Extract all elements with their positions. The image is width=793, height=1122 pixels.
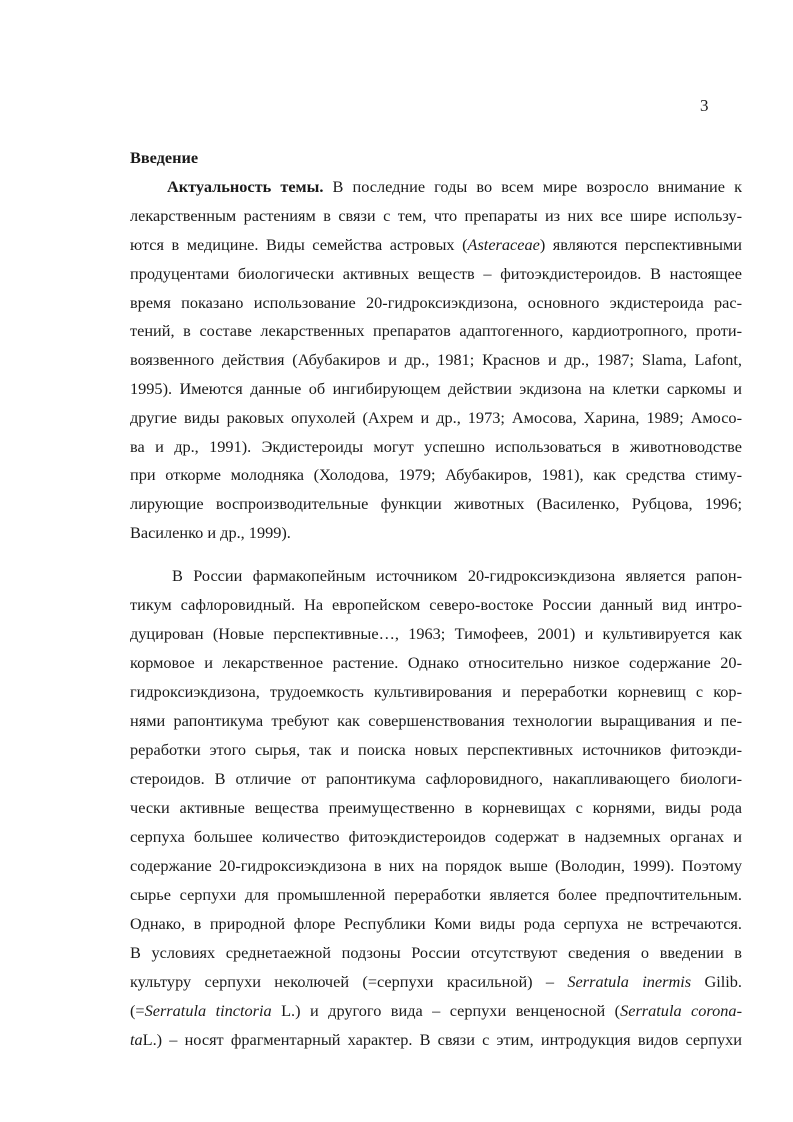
text-line: чески активные вещества преимущественно в корневищах с корнями, виды рода [130, 798, 742, 817]
text-line: сырье серпухи для промышленной переработки является более предпочтительным. [130, 885, 742, 904]
text-line: гидроксиэкдизона, трудоемкость культивирования и переработки корневищ с кор- [130, 682, 742, 701]
text-line: кормовое и лекарственное растение. Однако относительно низкое содержание 20- [130, 653, 742, 672]
text-line: Актуальность темы. В последние годы во всем мире возросло внимание к [167, 177, 742, 196]
text-line: реработки этого сырья, так и поиска новых перспективных источников фитоэкди- [130, 740, 742, 759]
text-line: продуцентами биологически активных веществ – фитоэкдистероидов. В настоящее [130, 264, 742, 283]
text-line: нями рапонтикума требуют как совершенствования технологии выращивания и пе- [130, 711, 742, 730]
text-line: тений, в составе лекарственных препаратов адаптогенного, кардиотропного, проти- [130, 321, 742, 340]
text-line: серпуха большее количество фитоэкдистероидов содержат в надземных органах и [130, 827, 742, 846]
text-line: время показано использование 20-гидроксиэкдизона, основного экдистероида рас- [130, 293, 742, 312]
text-line: Василенко и др., 1999). [130, 523, 291, 542]
text-line: В России фармакопейным источником 20-гидроксиэкдизона является рапон- [172, 566, 742, 585]
section-title: Введение [130, 148, 199, 167]
text-line: стероидов. В отличие от рапонтикума сафлоровидного, накапливающего биологи- [130, 769, 742, 788]
text-line: (=Serratula tinctoria L.) и другого вида – серпухи венценосной (Serratula corona- [130, 1001, 742, 1020]
text-line: ются в медицине. Виды семейства астровых (Asteraceae) являются перспективными [130, 235, 742, 254]
text-line: В условиях среднетаежной подзоны России отсутствуют сведения о введении в [130, 943, 742, 962]
text-line: ва и др., 1991). Экдистероиды могут успешно использоваться в животноводстве [130, 437, 742, 456]
text-line: 1995). Имеются данные об ингибирующем действии экдизона на клетки саркомы и [130, 379, 742, 398]
page-number: 3 [700, 96, 709, 115]
text-line: тикум сафлоровидный. На европейском северо-востоке России данный вид интро- [130, 595, 742, 614]
lead-bold: Актуальность темы. [167, 177, 324, 196]
text-line: другие виды раковых опухолей (Ахрем и др., 1973; Амосова, Харина, 1989; Амосо- [130, 408, 742, 427]
text-line: культуру серпухи неколючей (=серпухи красильной) – Serratula inermis Gilib. [130, 972, 742, 991]
text-line: содержание 20-гидроксиэкдизона в них на порядок выше (Володин, 1999). Поэтому [130, 856, 742, 875]
text-line: лекарственным растениям в связи с тем, что препараты из них все шире использу- [130, 206, 742, 225]
text-line: дуцирован (Новые перспективные…, 1963; Тимофеев, 2001) и культивируется как [130, 624, 742, 643]
text-line: воязвенного действия (Абубакиров и др., 1981; Краснов и др., 1987; Slama, Lafont, [130, 350, 742, 369]
text-line: taL.) – носят фрагментарный характер. В связи с этим, интродукция видов серпухи [130, 1030, 742, 1049]
text-line: при откорме молодняка (Холодова, 1979; Абубакиров, 1981), как средства стиму- [130, 465, 742, 484]
text-line: лирующие воспроизводительные функции животных (Василенко, Рубцова, 1996; [130, 494, 742, 513]
text-line: Однако, в природной флоре Республики Коми виды рода серпуха не встречаются. [130, 914, 742, 933]
